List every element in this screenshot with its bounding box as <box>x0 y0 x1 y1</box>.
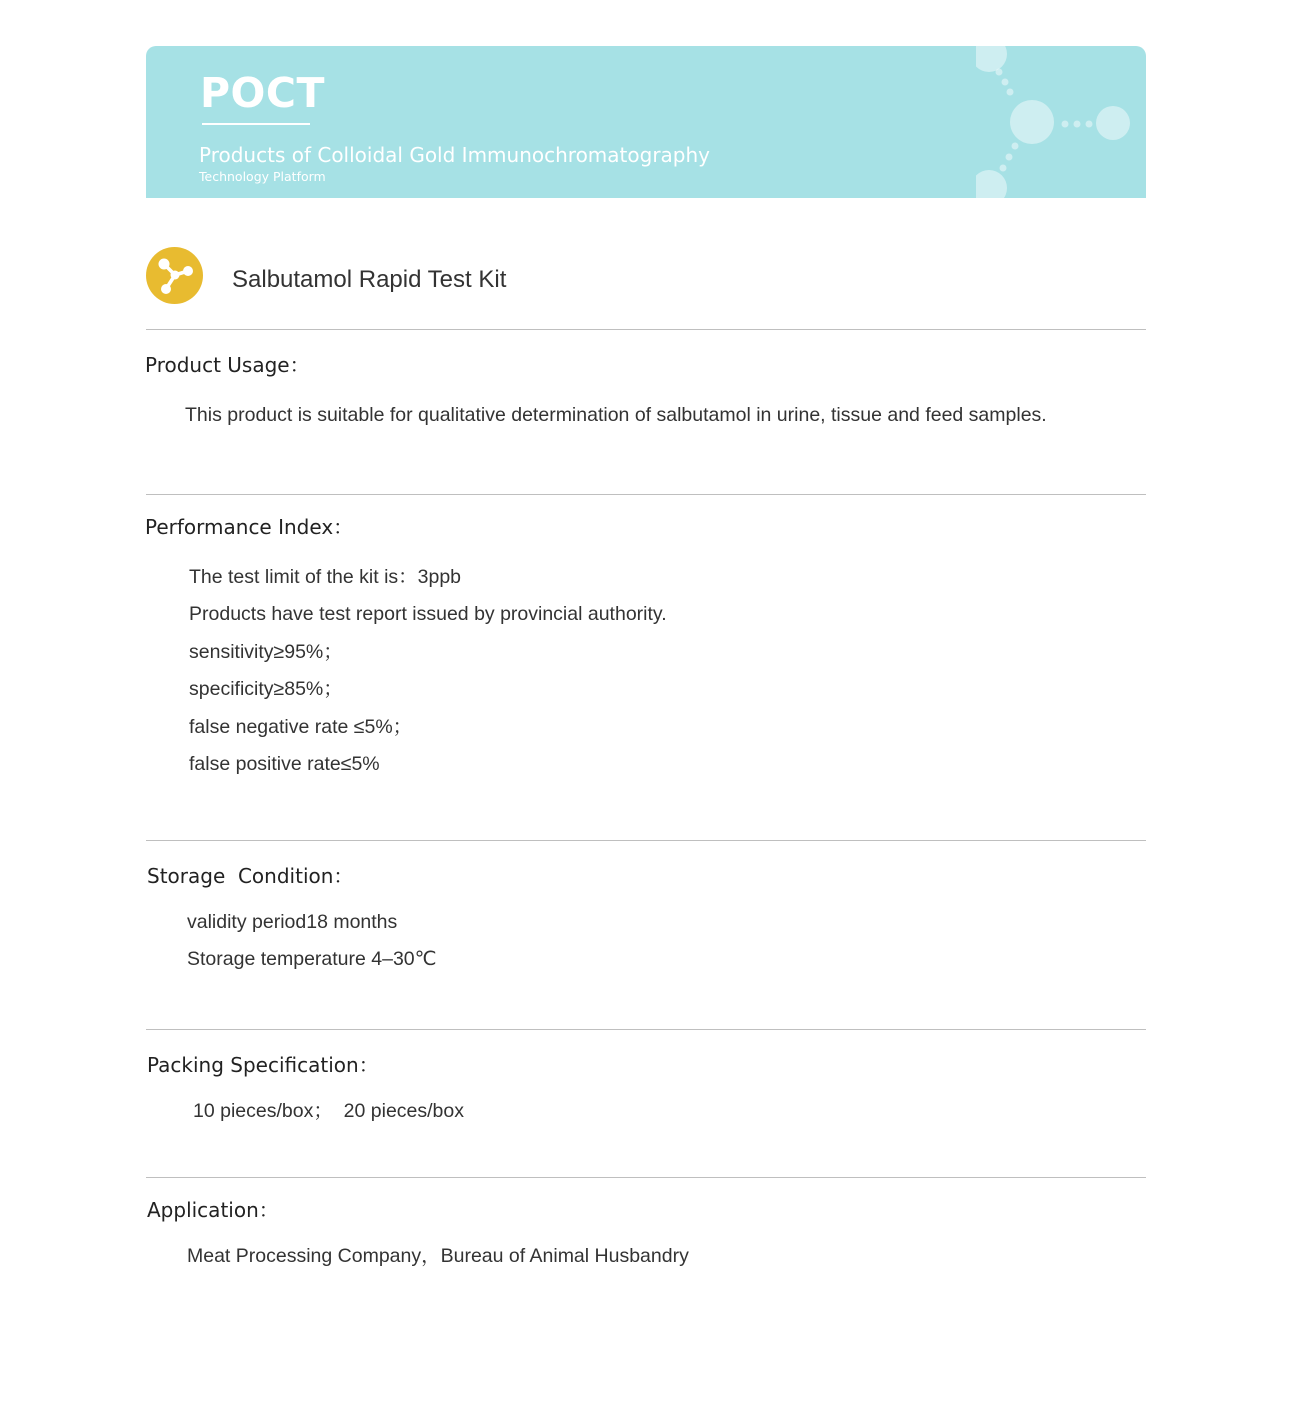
performance-line-false-negative: false negative rate ≤5%； <box>189 716 413 738</box>
section-heading-performance-index: Performance Index： <box>145 515 354 539</box>
product-title: Salbutamol Rapid Test Kit <box>232 266 507 293</box>
performance-line-specificity: specificity≥85%； <box>189 678 343 700</box>
section-heading-storage-condition: Storage Condition： <box>147 864 354 888</box>
divider <box>146 840 1146 841</box>
molecule-icon <box>146 247 203 304</box>
performance-line-test-limit: The test limit of the kit is：3ppb <box>189 566 462 588</box>
banner-subtitle-secondary: Technology Platform <box>199 169 326 184</box>
application-line: Meat Processing Company，Bureau of Animal Husbandry <box>187 1245 689 1267</box>
banner-underline <box>202 123 310 125</box>
section-heading-product-usage: Product Usage： <box>145 353 310 377</box>
banner-subtitle: Products of Colloidal Gold Immunochromatography <box>199 143 711 167</box>
banner-title: POCT <box>200 69 325 117</box>
storage-line-validity: validity period18 months <box>187 911 398 933</box>
divider <box>146 1177 1146 1178</box>
performance-line-test-report: Products have test report issued by provincial authority. <box>189 603 667 625</box>
divider <box>146 329 1146 330</box>
packing-line: 10 pieces/box； 20 pieces/box <box>193 1100 465 1122</box>
divider <box>146 1029 1146 1030</box>
section-heading-application: Application： <box>147 1198 279 1222</box>
molecule-decoration-icon <box>976 46 1146 198</box>
section-heading-packing-specification: Packing Specification： <box>147 1053 379 1077</box>
divider <box>146 494 1146 495</box>
performance-line-false-positive: false positive rate≤5% <box>189 753 380 775</box>
storage-line-temperature: Storage temperature 4–30℃ <box>187 948 437 970</box>
usage-text: This product is suitable for qualitative determination of salbutamol in urine, tissue and feed samples. <box>185 404 1047 426</box>
header-banner <box>146 46 1146 198</box>
performance-line-sensitivity: sensitivity≥95%； <box>189 641 343 663</box>
